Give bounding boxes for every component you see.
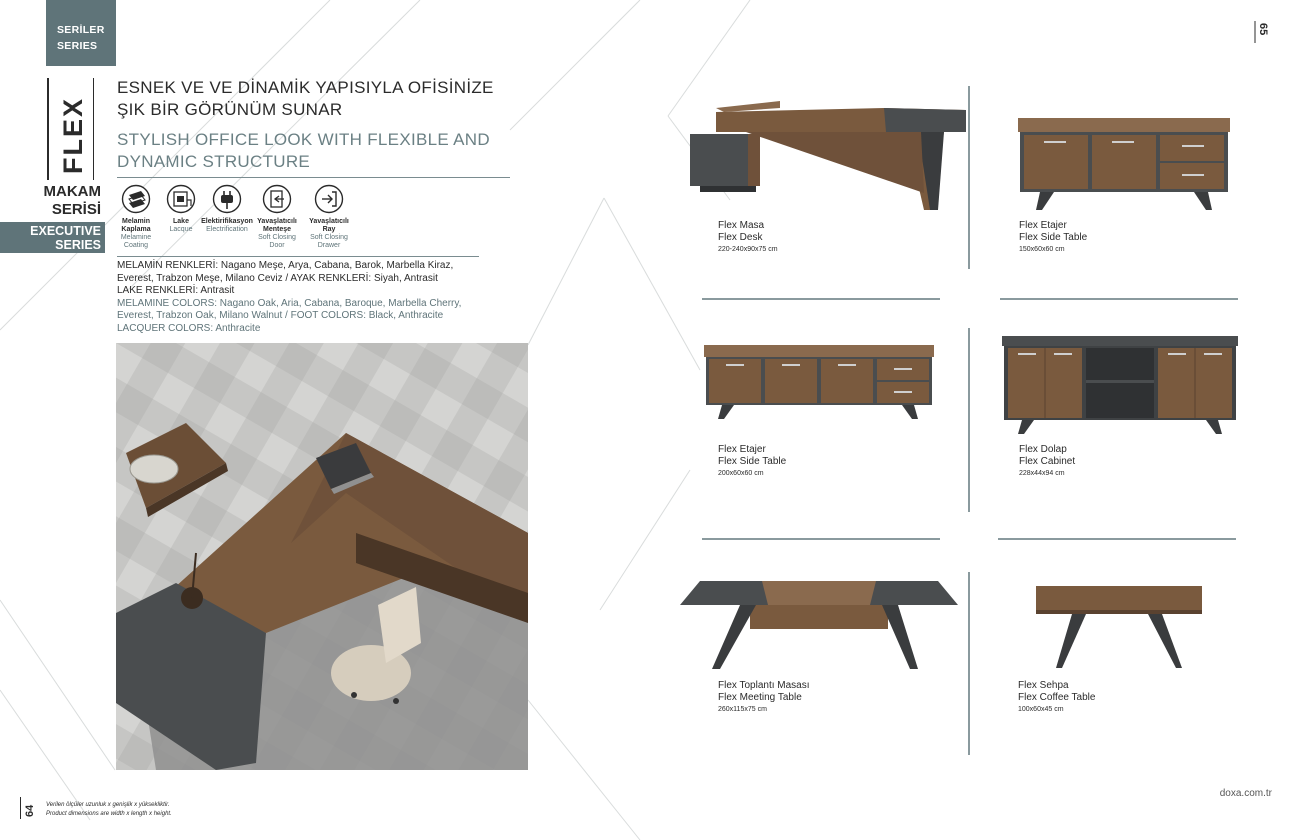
grid-hline-2 <box>1000 298 1238 300</box>
series-subtitle-en-2: SERIES <box>55 238 101 252</box>
office-photo <box>116 343 528 770</box>
product-name-en-coffee-table: Flex Coffee Table <box>1018 692 1096 703</box>
page-number-right-text: 65 <box>1257 23 1269 36</box>
series-subtitle-tr <box>0 183 101 219</box>
grid-vline-3 <box>968 572 970 755</box>
product-dims-desk: 220-240x90x75 cm <box>718 246 778 253</box>
grid-hline-1 <box>702 298 940 300</box>
feature-melamine-en: Melamine Coating <box>120 234 152 249</box>
colors-en-line2: Everest, Trabzon Oak, Milano Walnut / FOOT COLORS: Black, Anthracite <box>117 310 444 321</box>
feature-lacquer <box>155 184 207 234</box>
product-name-en-desk: Flex Desk <box>718 232 763 243</box>
website: doxa.com.tr <box>1219 788 1272 799</box>
product-name-tr-side-table-150: Flex Etajer <box>1019 220 1067 231</box>
product-name-tr-side-table-200: Flex Etajer <box>718 444 766 455</box>
page-number-left <box>18 797 40 819</box>
product-label-cabinet <box>1019 444 1075 479</box>
product-name-en-meeting-table: Flex Meeting Table <box>718 692 802 703</box>
colors-tr-line2: Everest, Trabzon Meşe, Milano Ceviz / AYAK RENKLERİ: Siyah, Antrasit <box>117 272 438 284</box>
grid-hline-4 <box>998 538 1236 540</box>
headline-en-line2: DYNAMIC STRUCTURE <box>117 152 311 171</box>
feature-soft-drawer <box>303 184 355 250</box>
product-dims-coffee-table: 100x60x45 cm <box>1018 706 1064 713</box>
product-name-tr-desk: Flex Masa <box>718 220 765 231</box>
page-number-left-text: 64 <box>24 804 36 817</box>
headline-tr-line1: ESNEK VE VE DİNAMİK YAPISIYLA OFİSİNİZE <box>117 78 494 97</box>
product-label-side-table-150 <box>1019 220 1087 255</box>
title-rule-left <box>47 78 49 180</box>
series-tag-tr: SERİLER <box>57 24 105 36</box>
series-subtitle-tr-2: SERİSİ <box>51 201 101 218</box>
series-title <box>52 82 90 176</box>
headline-en <box>117 129 517 173</box>
product-name-tr-coffee-table: Flex Sehpa <box>1018 680 1069 691</box>
melamine-icon <box>121 184 151 214</box>
colors-en-line1: MELAMINE COLORS: Nagano Oak, Aria, Cabana, Baroque, Marbella Cherry, <box>117 297 462 309</box>
headline-divider <box>117 177 510 178</box>
series-tag <box>46 0 116 66</box>
feature-soft-hinge-en: Soft Closing Door <box>258 234 296 249</box>
soft-drawer-icon <box>314 184 344 214</box>
product-image-side-table-200 <box>704 343 934 419</box>
lacquer-icon <box>166 184 196 214</box>
feature-soft-drawer-en: Soft Closing Drawer <box>310 234 348 249</box>
plug-icon <box>212 184 242 214</box>
product-image-side-table-150 <box>1018 116 1230 212</box>
product-image-cabinet <box>1002 334 1238 434</box>
grid-vline-2 <box>968 328 970 512</box>
colors-en-line3: LACQUER COLORS: Anthracite <box>117 322 261 334</box>
series-subtitle-tr-1: MAKAM <box>43 183 101 200</box>
dimensions-note <box>46 801 172 819</box>
feature-melamine-tr: Melamin Kaplama <box>121 218 151 233</box>
product-dims-side-table-150: 150x60x60 cm <box>1019 246 1065 253</box>
product-label-coffee-table <box>1018 680 1095 715</box>
product-name-en-cabinet: Flex Cabinet <box>1019 456 1076 467</box>
feature-lacquer-en: Lacque <box>169 226 193 233</box>
colors-tr-line3: LAKE RENKLERİ: Antrasit <box>117 285 235 296</box>
product-dims-meeting-table: 260x115x75 cm <box>718 706 767 713</box>
colors-tr-line1: MELAMİN RENKLERİ: Nagano Meşe, Arya, Cabana, Barok, Marbella Kiraz, <box>117 260 454 271</box>
product-name-en-side-table-200: Flex Side Table <box>718 456 787 467</box>
grid-hline-3 <box>702 538 940 540</box>
headline-tr-line2: ŞIK BİR GÖRÜNÜM SUNAR <box>117 100 343 119</box>
feature-soft-hinge <box>251 184 303 250</box>
product-label-desk <box>718 220 778 255</box>
feature-soft-hinge-tr: Yavaşlatıcılı Menteşe <box>257 218 297 233</box>
feature-lacquer-tr: Lake <box>173 218 189 225</box>
series-tag-en: SERIES <box>57 40 98 52</box>
product-name-tr-meeting-table: Flex Toplantı Masası <box>718 680 810 691</box>
dimensions-note-en: Product dimensions are width x length x height. <box>46 811 172 817</box>
feature-electrification-en: Electrification <box>206 226 248 233</box>
grid-vline-1 <box>968 86 970 269</box>
product-image-coffee-table <box>1036 584 1202 670</box>
series-subtitle-en <box>0 222 105 253</box>
headline-en-line1: STYLISH OFFICE LOOK WITH FLEXIBLE AND <box>117 130 490 149</box>
feature-electrification <box>201 184 253 234</box>
product-name-en-side-table-150: Flex Side Table <box>1019 232 1088 243</box>
product-image-meeting-table <box>680 579 958 671</box>
series-title-text: FLEX <box>58 96 88 174</box>
product-image-desk <box>686 98 968 210</box>
headline-tr <box>117 77 517 121</box>
color-options <box>117 260 497 335</box>
series-subtitle-en-1: EXECUTIVE <box>30 224 101 238</box>
product-label-meeting-table <box>718 680 810 715</box>
product-label-side-table-200 <box>718 444 786 479</box>
soft-hinge-icon <box>262 184 292 214</box>
product-dims-side-table-200: 200x60x60 cm <box>718 470 764 477</box>
dimensions-note-tr: Verilen ölçüler uzunluk x genişlik x yüksekliktir. <box>46 802 170 808</box>
features-divider <box>117 256 479 257</box>
page-number-left-rule <box>20 797 21 819</box>
feature-soft-drawer-tr: Yavaşlatıcılı Ray <box>309 218 349 233</box>
page-number-right <box>1254 20 1274 44</box>
product-name-tr-cabinet: Flex Dolap <box>1019 444 1067 455</box>
product-dims-cabinet: 228x44x94 cm <box>1019 470 1065 477</box>
title-rule-right <box>93 78 94 180</box>
feature-electrification-tr: Elektirifikasyon <box>201 218 253 225</box>
